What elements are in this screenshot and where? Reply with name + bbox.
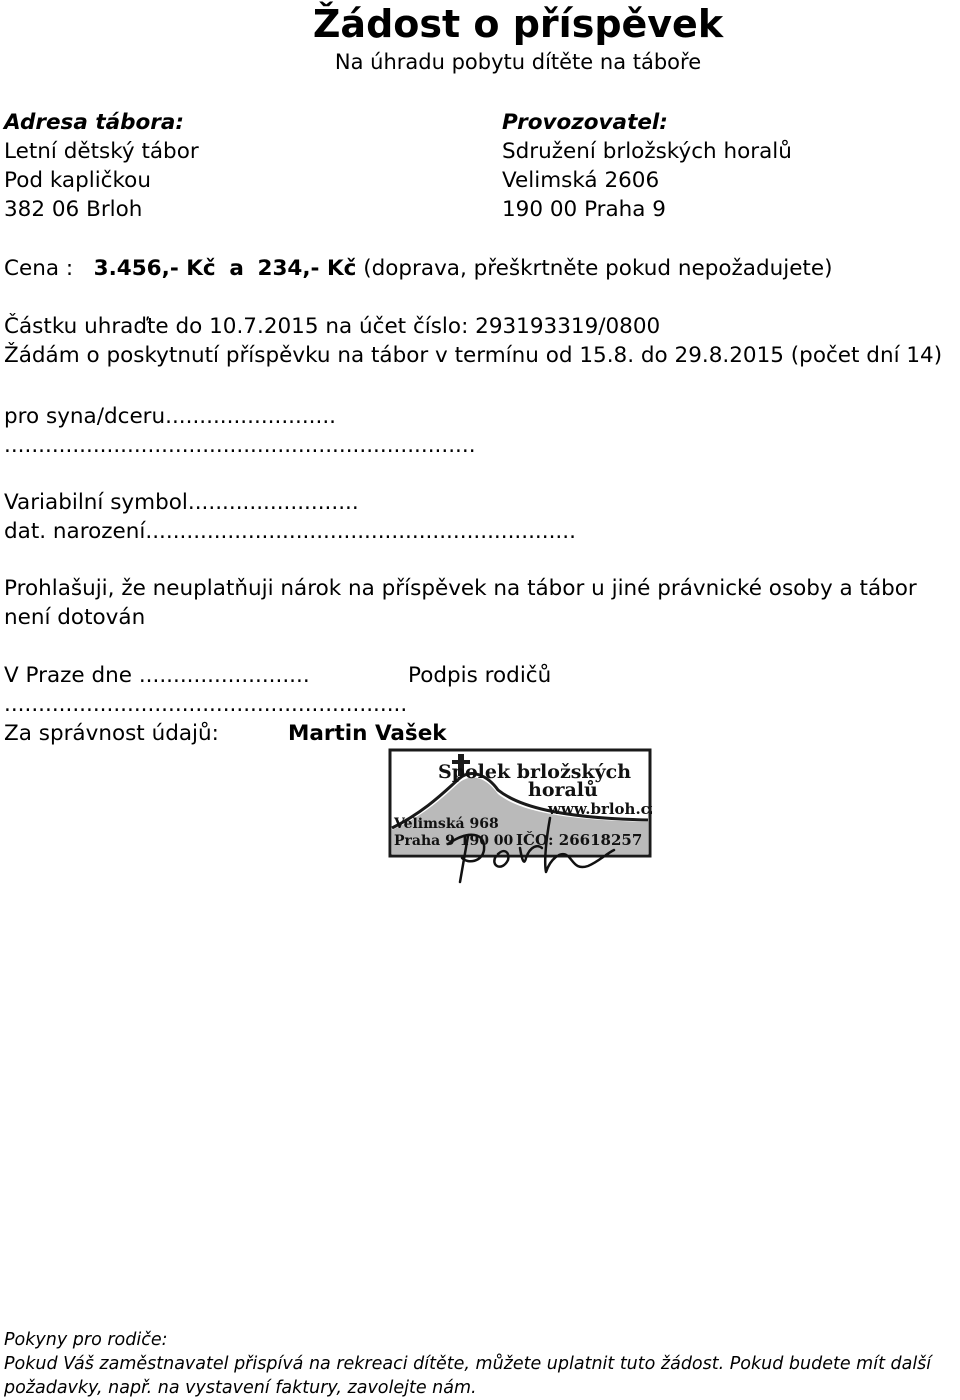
birth-date-field: dat. narození............................................................... xyxy=(4,519,576,544)
stamp-org-name-line1: Spolek brložských xyxy=(438,761,632,783)
operator-line-2: Velimská 2606 xyxy=(502,168,660,193)
variable-symbol-field: Variabilní symbol......................... xyxy=(4,490,359,515)
stamp-web: www.brloh.cz xyxy=(548,800,652,818)
payment-line: Částku uhraďte do 10.7.2015 na účet číslo: 293193319/0800 xyxy=(4,314,661,339)
signature-dots: ........................................................... xyxy=(4,692,408,717)
camp-address-line-1: Letní dětský tábor xyxy=(4,139,199,164)
price-row xyxy=(4,254,832,283)
request-line: Žádám o poskytnutí příspěvku na tábor v termínu od 15.8. do 29.8.2015 (počet dní 14) xyxy=(4,343,943,368)
signer-name: Martin Vašek xyxy=(288,721,447,746)
camp-address-line-2: Pod kapličkou xyxy=(4,168,151,193)
stamp-org-name-line2: horalů xyxy=(528,779,598,801)
page-subtitle: Na úhradu pobytu dítěte na táboře xyxy=(334,50,702,74)
handwritten-signature xyxy=(438,800,618,894)
price-connector: a xyxy=(229,256,244,281)
price-main-amount: 3.456,- Kč xyxy=(93,256,216,281)
footer-text-line-1: Pokud Váš zaměstnavatel přispívá na rekreaci dítěte, můžete uplatnit tuto žádost. Pokud budete mít další xyxy=(4,1354,932,1374)
price-label: Cena : xyxy=(4,256,74,281)
camp-address-line-3: 382 06 Brloh xyxy=(4,197,143,222)
place-date-field: V Praze dne ......................... xyxy=(4,663,310,688)
operator-line-3: 190 00 Praha 9 xyxy=(502,197,666,222)
stamp-street: Velimská 968 xyxy=(394,816,499,832)
child-name-dots: ..................................................................... xyxy=(4,433,476,458)
camp-address-label: Adresa tábora: xyxy=(4,110,184,135)
parent-signature-label: Podpis rodičů xyxy=(408,663,552,688)
footer-heading: Pokyny pro rodiče: xyxy=(4,1330,168,1350)
stamp-ico: IČO: 26618257 xyxy=(516,831,643,849)
operator-line-1: Sdružení brložských horalů xyxy=(502,139,792,164)
operator-label: Provozovatel: xyxy=(502,110,668,135)
page-title: Žádost o příspěvek xyxy=(312,2,724,46)
declaration-text: Prohlašuji, že neuplatňuji nárok na příspěvek na tábor u jiné právnické osoby a tábor není dotován xyxy=(4,576,917,630)
correctness-label: Za správnost údajů: xyxy=(4,721,219,746)
price-note: (doprava, přeškrtněte pokud nepožadujete) xyxy=(363,256,833,281)
price-transport-amount: 234,- Kč xyxy=(257,256,357,281)
footer-text-line-2: požadavky, např. na vystavení faktury, zavolejte nám. xyxy=(4,1378,477,1398)
child-name-field: pro syna/dceru......................... xyxy=(4,404,336,429)
stamp-city: Praha 9 190 00 xyxy=(394,833,514,849)
